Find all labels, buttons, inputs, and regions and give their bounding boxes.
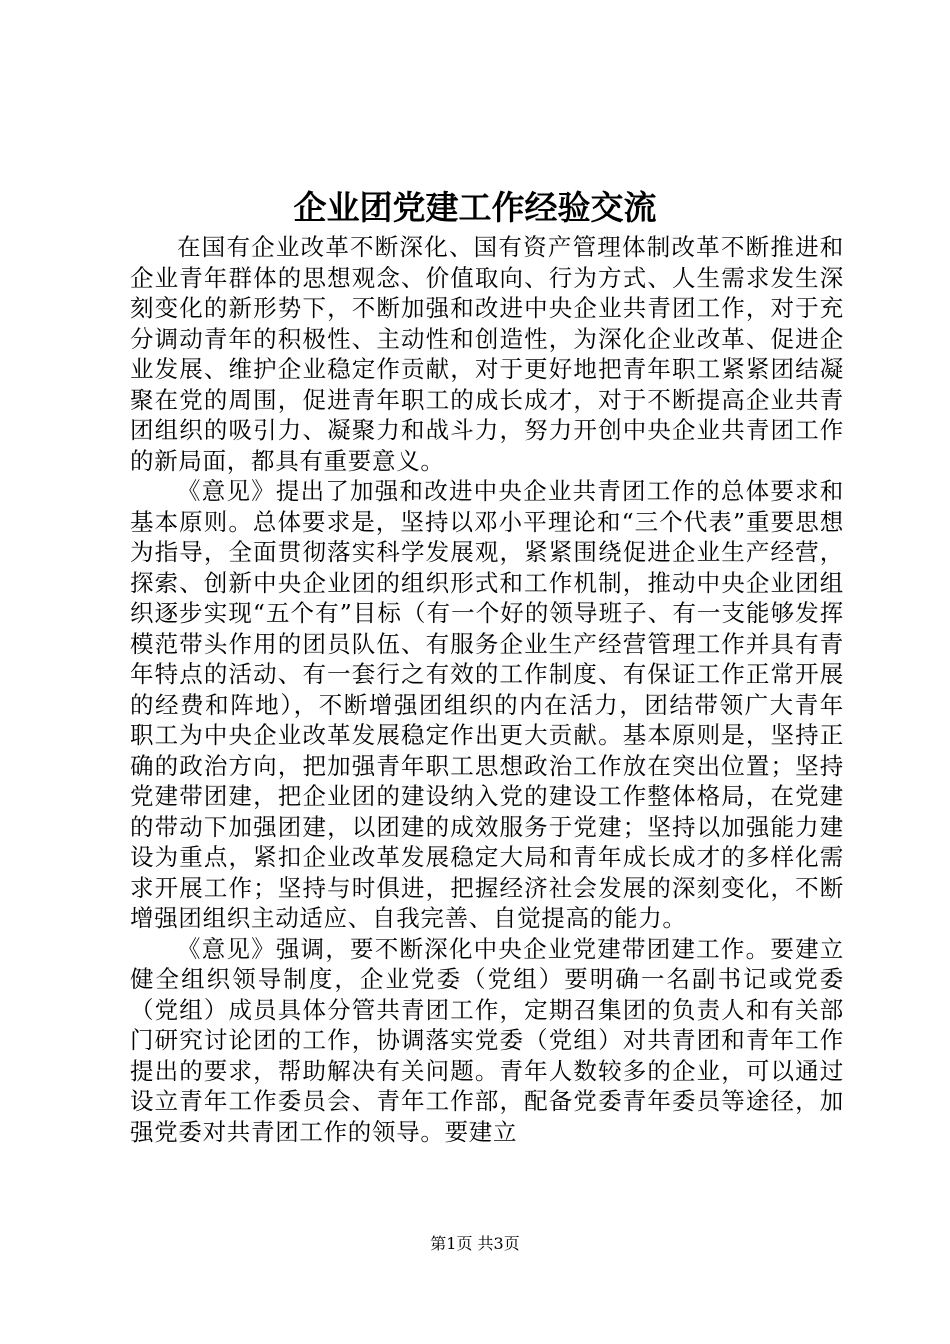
page-total: 共3页 xyxy=(477,1234,520,1253)
document-body xyxy=(130,232,844,1147)
page-footer xyxy=(0,1232,950,1256)
paragraph-1: 在国有企业改革不断深化、国有资产管理体制改革不断推进和企业青年群体的思想观念、价值取向、行为方式、人生需求发生深刻变化的新形势下，不断加强和改进中央企业共青团工作，对于充分调动青年的积极性、主动性和创造性，为深化企业改革、促进企业发展、维护企业稳定作贡献，对于更好地把青年职工紧紧团结凝聚在党的周围，促进青年职工的成长成才，对于不断提高企业共青团组织的吸引力、凝聚力和战斗力，努力开创中央企业共青团工作的新局面，都具有重要意义。 xyxy=(130,233,844,475)
page-number: 第1页 xyxy=(430,1234,473,1253)
paragraph-2: 《意见》提出了加强和改进中央企业共青团工作的总体要求和基本原则。总体要求是，坚持以邓小平理论和“三个代表”重要思想为指导，全面贯彻落实科学发展观，紧紧围绕促进企业生产经营，探索、创新中央企业团的组织形式和工作机制，推动中央企业团组织逐步实现“五个有”目标（有一个好的领导班子、有一支能够发挥模范带头作用的团员队伍、有服务企业生产经营管理工作并具有青年特点的活动、有一套行之有效的工作制度、有保证工作正常开展的经费和阵地），不断增强团组织的内在活力，团结带领广大青年职工为中央企业改革发展稳定作出更大贡献。基本原则是，坚持正确的政治方向，把加强青年职工思想政治工作放在突出位置；坚持党建带团建，把企业团的建设纳入党的建设工作整体格局，在党建的带动下加强团建，以团建的成效服务于党建；坚持以加强能力建设为重点，紧扣企业改革发展稳定大局和青年成长成才的多样化需求开展工作；坚持与时俱进，把握经济社会发展的深刻变化，不断增强团组织主动适应、自我完善、自觉提高的能力。 xyxy=(130,477,844,932)
paragraph-3: 《意见》强调，要不断深化中央企业党建带团建工作。要建立健全组织领导制度，企业党委（党组）要明确一名副书记或党委（党组）成员具体分管共青团工作，定期召集团的负责人和有关部门研究讨论团的工作，协调落实党委（党组）对共青团和青年工作提出的要求，帮助解决有关问题。青年人数较多的企业，可以通过设立青年工作委员会、青年工作部，配备党委青年委员等途径，加强党委对共青团工作的领导。要建立 xyxy=(130,934,844,1146)
document-title: 企业团党建工作经验交流 xyxy=(293,188,657,227)
